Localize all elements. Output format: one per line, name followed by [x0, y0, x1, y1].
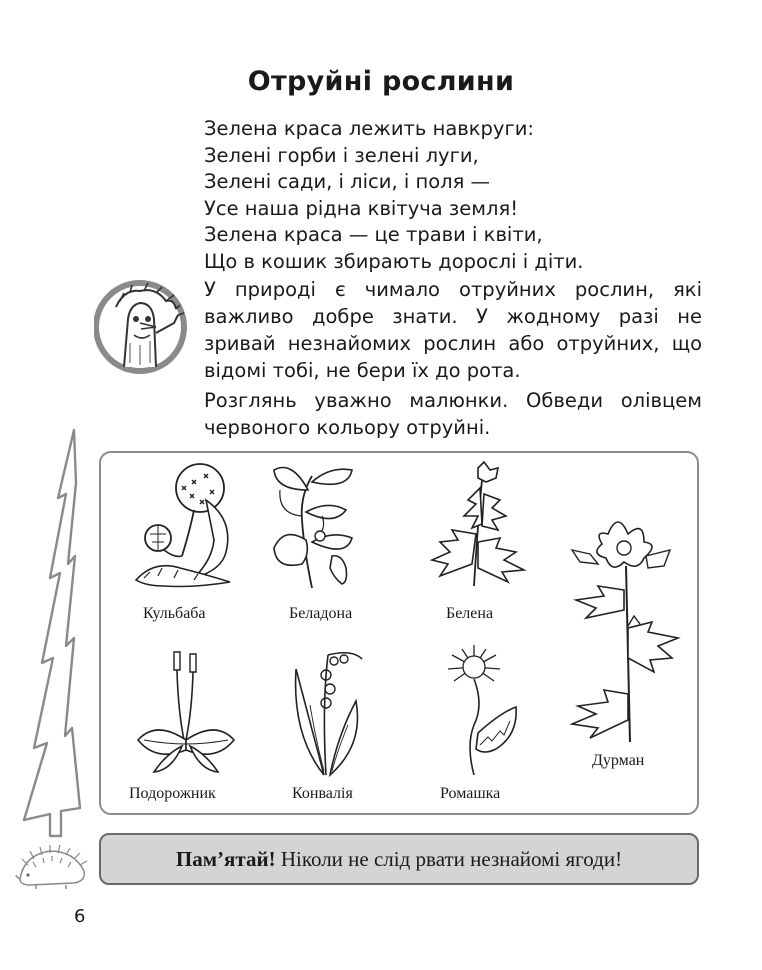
lily-of-the-valley-drawing [282, 645, 372, 780]
plant-label-beladona: Беладона [289, 605, 353, 622]
memo-text: Ніколи не слід рвати незнайомі ягоди! [275, 847, 623, 871]
poem-line: Зелена краса — це трави і квіти, [204, 223, 543, 246]
memo-box [99, 833, 699, 885]
plant-label-podorozhnyk: Подорожник [129, 785, 216, 802]
poem-line: Зелена краса лежить навкруги: [204, 117, 534, 140]
poem-line: Зелені сади, і ліси, і поля — [204, 170, 491, 193]
datura-drawing [568, 510, 688, 742]
tree-outline-icon [20, 428, 82, 838]
poem-line: Що в кошик збирають дорослі і діти. [204, 249, 584, 273]
plantain-drawing [136, 650, 236, 780]
memo-bold: Пам’ятай! [175, 847, 276, 871]
poem-line: Зелені горби і зелені луги, [204, 143, 479, 167]
plant-label-kulbaba: Кульбаба [143, 605, 206, 622]
task-paragraph: Розглянь уважно малюнки. Обведи олівцем червоного кольору отруйні. [204, 389, 702, 439]
belladonna-drawing [272, 460, 368, 590]
hedgehog-icon [14, 845, 90, 889]
plant-label-konvaliia: Конвалія [292, 785, 353, 802]
plant-label-romashka: Ромашка [440, 785, 501, 802]
tree-character-icon [94, 279, 190, 375]
poem [204, 116, 583, 275]
intro-paragraph: У природі є чимало отруйних рослин, які важливо добре знати. У жодному разі не зривай незнайомих рослин або отруйних, що відомі тобі, не бери їх до рота. [204, 278, 702, 382]
poem-line: Усе наша рідна квітуча земля! [204, 196, 519, 220]
page-title: Отруйні рослини [247, 66, 515, 97]
chamomile-drawing [444, 645, 524, 780]
page-number: 6 [74, 906, 86, 927]
henbane-drawing [420, 460, 530, 590]
plant-label-durman: Дурман [592, 752, 645, 769]
dandelion-drawing [134, 460, 244, 590]
plant-label-belena: Белена [446, 605, 494, 622]
